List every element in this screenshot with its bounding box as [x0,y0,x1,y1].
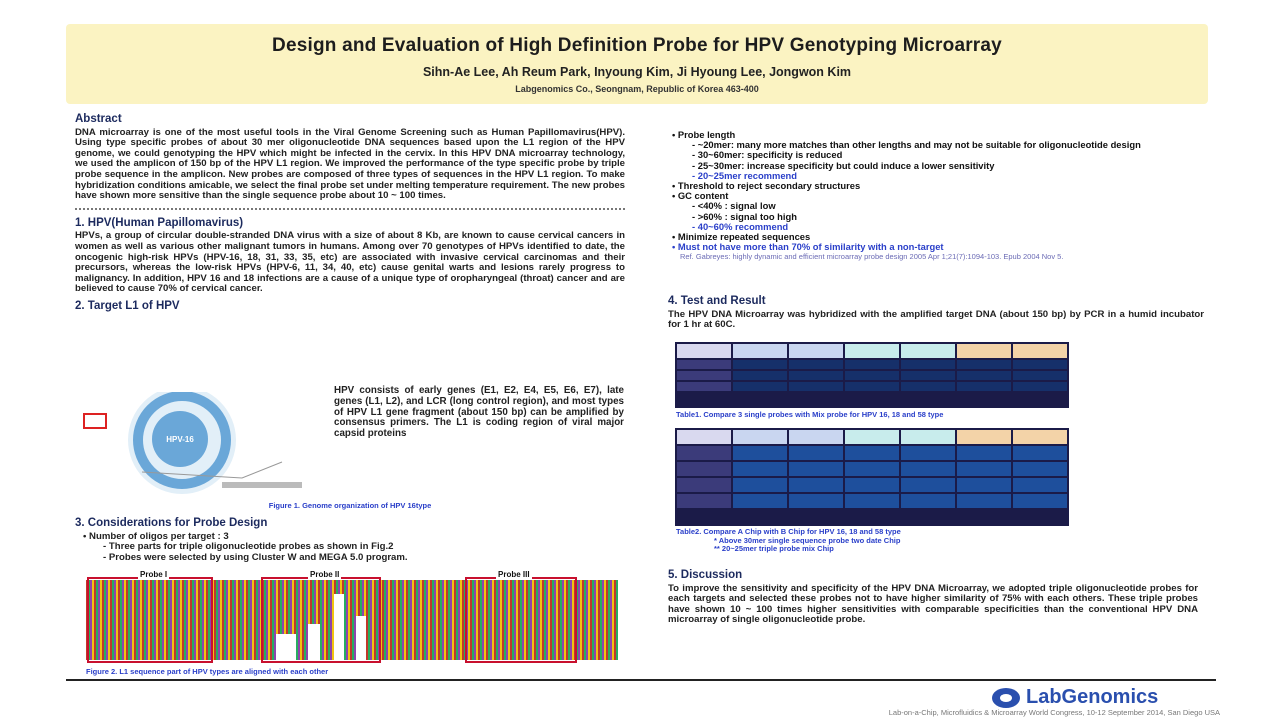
highlight-box [84,414,106,428]
result-table-1 [675,342,1069,408]
minimize-text: Minimize repeated sequences [677,231,811,243]
section3-sub2: - Probes were selected by using Cluster W and MEGA 5.0 program. [103,551,408,563]
table2-caption [676,528,1136,554]
section4-text: The HPV DNA Microarray was hybridized with the amplified target DNA (about 150 bp) by PCR in a humid incubator for 1 hr at 60C. [668,308,1204,331]
probe-design-list [672,130,1208,261]
table2-row [677,446,1067,460]
probe-length-label: Probe length [677,129,736,140]
table2-row [677,494,1067,508]
conference-footer: Lab-on-a-Chip, Microfluidics & Microarray World Congress, 10-12 September 2014, San Diego USA [888,708,1220,717]
table1-row [677,382,1067,391]
genome-label: HPV-16 [166,435,194,444]
gc-sub2: - >60% : signal too high [692,210,797,222]
poster-affiliation: Labgenomics Co., Seongnam, Republic of Korea 463-400 [515,84,759,94]
section5-heading: 5. Discussion [668,569,743,581]
dotted-divider [75,208,625,210]
probe-length-sub2-text: 30~60mer: specificity is reduced [697,149,843,161]
poster-title: Design and Evaluation of High Definition Probe for HPV Genotyping Microarray [272,35,1002,56]
sequence-alignment [86,580,618,660]
gc-text: GC content [677,190,729,202]
figure1-caption: Figure 1. Genome organization of HPV 16type [268,501,432,510]
section3-block [75,518,625,563]
table1-row [677,371,1067,380]
gap-block-2 [308,624,320,660]
table2-header [677,430,1067,444]
abstract-heading: Abstract [75,113,122,125]
genome-figure [82,392,332,502]
probe-length-sub1-text: ~20mer: many more matches than other lengths and may not be suitable for oligonucleotide design [697,139,1141,151]
gc-sub2-text: >60% : signal too high [697,210,797,222]
section4-heading: 4. Test and Result [668,295,766,307]
probe-length-item: • Probe length [672,129,736,140]
gc-sub1-text: <40% : signal low [697,200,776,212]
footer-rule [66,679,1216,681]
threshold-text: Threshold to reject secondary structures [677,180,861,192]
section2-text: HPV consists of early genes (E1, E2, E4, E5, E6, E7), late genes (L1, L2), and LCR (long control region), and most types of HPV L1 gene fragment (about 150 bp) can be amplified by consensus primers. The L1 is coding region of viral major capsid proteins [334,385,624,440]
probe-length-sub1: - ~20mer: many more matches than other lengths and may not be suitable for oligonucleotide design [692,139,1141,151]
probe-label-2: Probe II [310,570,340,579]
table2-caption-line2: * Above 30mer single sequence probe two date Chip [714,535,901,545]
section4-block [668,296,1204,331]
table2-row [677,462,1067,476]
table1-row [677,360,1067,369]
left-column [75,114,625,315]
logo-mark-icon [992,688,1020,708]
figure2-caption: Figure 2. L1 sequence part of HPV types are aligned with each other [86,667,329,676]
table2-row [677,478,1067,492]
section2-heading: 2. Target L1 of HPV [75,299,180,312]
logo-text: LabGenomics [1026,686,1159,708]
alignment-graphic [86,572,618,664]
section1-text: HPVs, a group of circular double-stranded DNA virus with a size of about 8 Kb, are known to cause cervical cancers in women as well as various other malignant tumors in humans. Among over 70 genotypes of HPVs identified to date, the oncogenic high-risk HPVs (HPV-16, 18, 31, 33, 35, etc) are associated with invasive cervical carcinomas and their precursors, whereas the low-risk HPVs (HPV-6, 11, 34, 40, etc) cause genital warts and lesions rarely progress to malignancy. In addition, HPV 16 and 18 infections are a cause of a unique type of oropharyngeal (throat) cancer and are believed to cause 70% of cervical cancer. [75,230,625,295]
probe-length-recommend-text: 20~25mer recommend [697,169,798,181]
probe-length-recommend: - 20~25mer recommend [692,169,798,181]
gap-block-3 [334,594,344,660]
threshold-item: • Threshold to reject secondary structures [672,180,861,192]
similarity-text: Must not have more than 70% of similarity with a non-target [677,241,944,253]
labgenomics-logo [992,686,1158,709]
legend-bar [222,482,302,488]
title-banner [66,24,1208,104]
genome-diagram [82,392,332,502]
section3-bullet-text: Number of oligos per target : 3 [89,530,229,542]
probe-label-3: Probe III [498,570,530,579]
gc-sub1: - <40% : signal low [692,200,776,212]
section1-heading: 1. HPV(Human Papillomavirus) [75,216,244,229]
table1-caption: Table1. Compare 3 single probes with Mix probe for HPV 16, 18 and 58 type [676,410,944,419]
similarity-item: • Must not have more than 70% of similarity with a non-target [672,241,944,253]
section3-sub1: - Three parts for triple oligonucleotide probes as shown in Fig.2 [103,541,394,553]
section5-block [668,570,1198,626]
gc-recommend: - 40~60% recommend [692,220,789,232]
poster-authors: Sihn-Ae Lee, Ah Reum Park, Inyoung Kim, Ji Hyoung Lee, Jongwon Kim [422,65,852,79]
probe-length-sub3: - 25~30mer: increase specificity but could induce a lower sensitivity [692,159,995,171]
abstract-text: DNA microarray is one of the most useful tools in the Viral Genome Screening such as Human Papillomavirus(HPV). Using type specific probes of about 30 mer oligonucleotide DNA sequences based upon the L1 region of the HPV genome, we could genotyping the HPV which might be infected in the cervix. In this HPV DNA microarray technology, we used the amplicon of 150 bp of the HPV L1 region. We improved the performance of the type specific probe by triple probe sequence in the amplicon. New probes are composed of three types of sequences in the HPV L1 region. To make hybridization conditions amicable, we select the final probe set under melting temperature requirement. The new probes have shown more sensitive than the single sequence probe about 10 ~ 100 times. [75,126,625,202]
section3-list [75,532,625,564]
section3-heading: 3. Considerations for Probe Design [75,517,268,529]
probe-length-sub2: - 30~60mer: specificity is reduced [692,149,843,161]
result-table-2 [675,428,1069,526]
alignment-figure [86,572,618,664]
gc-recommend-text: 40~60% recommend [697,220,789,232]
gap-block-1 [276,634,296,660]
minimize-item: • Minimize repeated sequences [672,231,811,243]
section3-bullet: • Number of oligos per target : 3 [83,530,229,542]
probe-length-sub3-text: 25~30mer: increase specificity but could induce a lower sensitivity [697,159,995,171]
table1-header [677,344,1067,358]
section2-text-block [334,386,624,440]
gc-item: • GC content [672,190,729,202]
reference: Ref. Gabreyes: highly dynamic and efficient microarray probe design 2005 Apr 1;21(7):1094-103. Epub 2004 Nov 5. [680,252,1064,262]
table2-caption-line1: Table2. Compare A Chip with B Chip for HPV 16, 18 and 58 type [676,527,901,536]
probe-label-1: Probe I [140,570,168,579]
table2-caption-line3: ** 20~25mer triple probe mix Chip [714,544,834,553]
section5-text: To improve the sensitivity and specificity of the HPV DNA Microarray, we adopted triple oligonucleotide probes for each targets and selected these probes not to have higher similarity of 75% with each others. These triple probes have shown 10 ~ 100 times higher sensitivities with comparable specificities than the conventional HPV DNA microarray of single oligonucleotide probe. [668,582,1198,626]
gap-block-4 [356,616,366,660]
